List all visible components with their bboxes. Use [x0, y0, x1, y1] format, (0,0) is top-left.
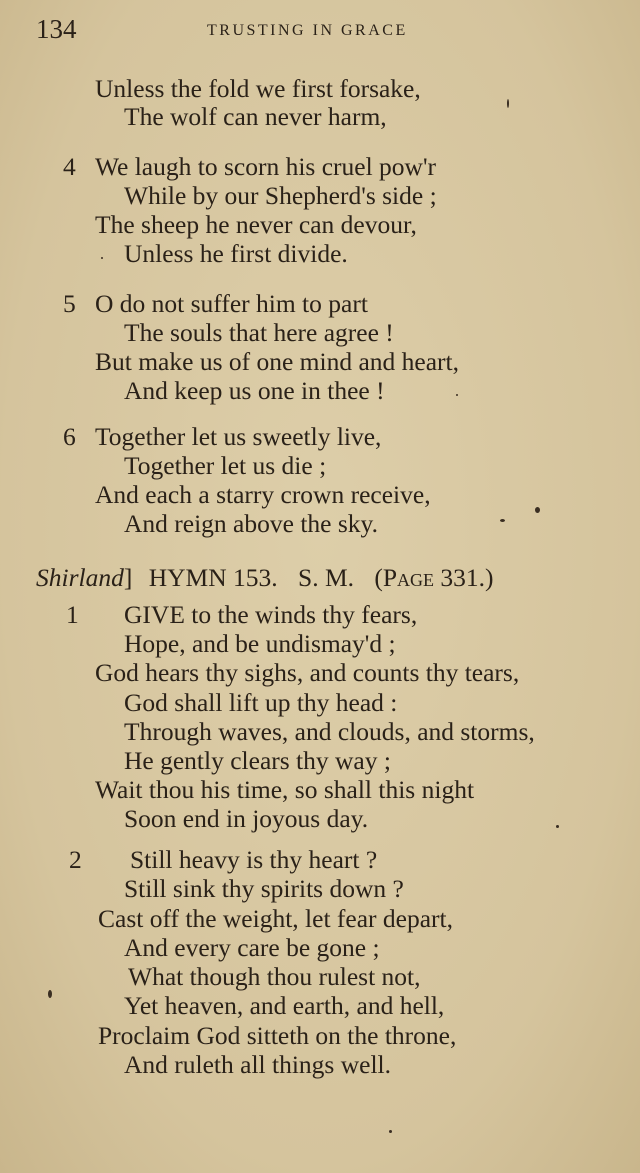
verse-line: Unless the fold we first forsake, [95, 74, 421, 103]
verse-line: And reign above the sky. [124, 509, 378, 538]
verse-line: We laugh to scorn his cruel pow'r [95, 152, 437, 181]
stanza-number: 6 [63, 422, 76, 451]
ink-speck [101, 257, 103, 259]
verse-line: And every care be gone ; [124, 933, 380, 962]
ink-speck [48, 990, 52, 998]
verse-line: God hears thy sighs, and counts thy tears, [95, 658, 520, 687]
verse-line: While by our Shepherd's side ; [124, 181, 437, 210]
verse-line: O do not suffer him to part [95, 289, 368, 318]
tune-name: Shirland [36, 563, 124, 592]
verse-line: Still heavy is thy heart ? [130, 845, 378, 874]
verse-line: But make us of one mind and heart, [95, 347, 459, 376]
verse-line: And ruleth all things well. [124, 1050, 392, 1079]
verse-line: Hope, and be undismay'd ; [124, 629, 396, 658]
verse-line: God shall lift up thy head : [124, 688, 398, 717]
verse-line: The wolf can never harm, [124, 102, 387, 131]
ink-speck [507, 99, 509, 108]
verse-line: The souls that here agree ! [124, 318, 394, 347]
verse-line: What though thou rulest not, [128, 962, 421, 991]
hymn-meter: S. M. [298, 563, 354, 592]
bracket: ] [123, 563, 133, 592]
verse-line: Still sink thy spirits down ? [124, 874, 404, 903]
verse-line: And keep us one in thee ! [124, 376, 385, 405]
verse-line: Cast off the weight, let fear depart, [98, 904, 453, 933]
verse-line: GIVE to the winds thy fears, [124, 600, 418, 629]
ink-speck [389, 1130, 392, 1133]
hymn-heading [36, 565, 494, 591]
verse-line: Soon end in joyous day. [124, 804, 369, 833]
ink-speck [556, 825, 559, 828]
verse-line: The sheep he never can devour, [95, 210, 417, 239]
ink-speck [535, 507, 540, 513]
stanza-number: 2 [69, 845, 82, 874]
verse-line: He gently clears thy way ; [124, 746, 391, 775]
verse-line: Proclaim God sitteth on the throne, [98, 1021, 457, 1050]
stanza-number: 4 [63, 152, 76, 181]
running-title: TRUSTING IN GRACE [207, 22, 408, 39]
stanza-number: 5 [63, 289, 76, 318]
verse-line: Unless he first divide. [124, 239, 348, 268]
verse-line: Together let us sweetly live, [95, 422, 382, 451]
page-reference: (Page 331.) [374, 563, 494, 592]
hymn-title: HYMN 153. [148, 563, 278, 592]
ink-speck [456, 394, 458, 396]
verse-line: And each a starry crown receive, [95, 480, 431, 509]
verse-line: Through waves, and clouds, and storms, [124, 717, 535, 746]
verse-line: Yet heaven, and earth, and hell, [124, 991, 445, 1020]
stanza-number: 1 [66, 600, 79, 629]
page-number: 134 [36, 14, 77, 44]
verse-line: Together let us die ; [124, 451, 327, 480]
verse-line: Wait thou his time, so shall this night [95, 775, 475, 804]
ink-speck [500, 519, 505, 522]
